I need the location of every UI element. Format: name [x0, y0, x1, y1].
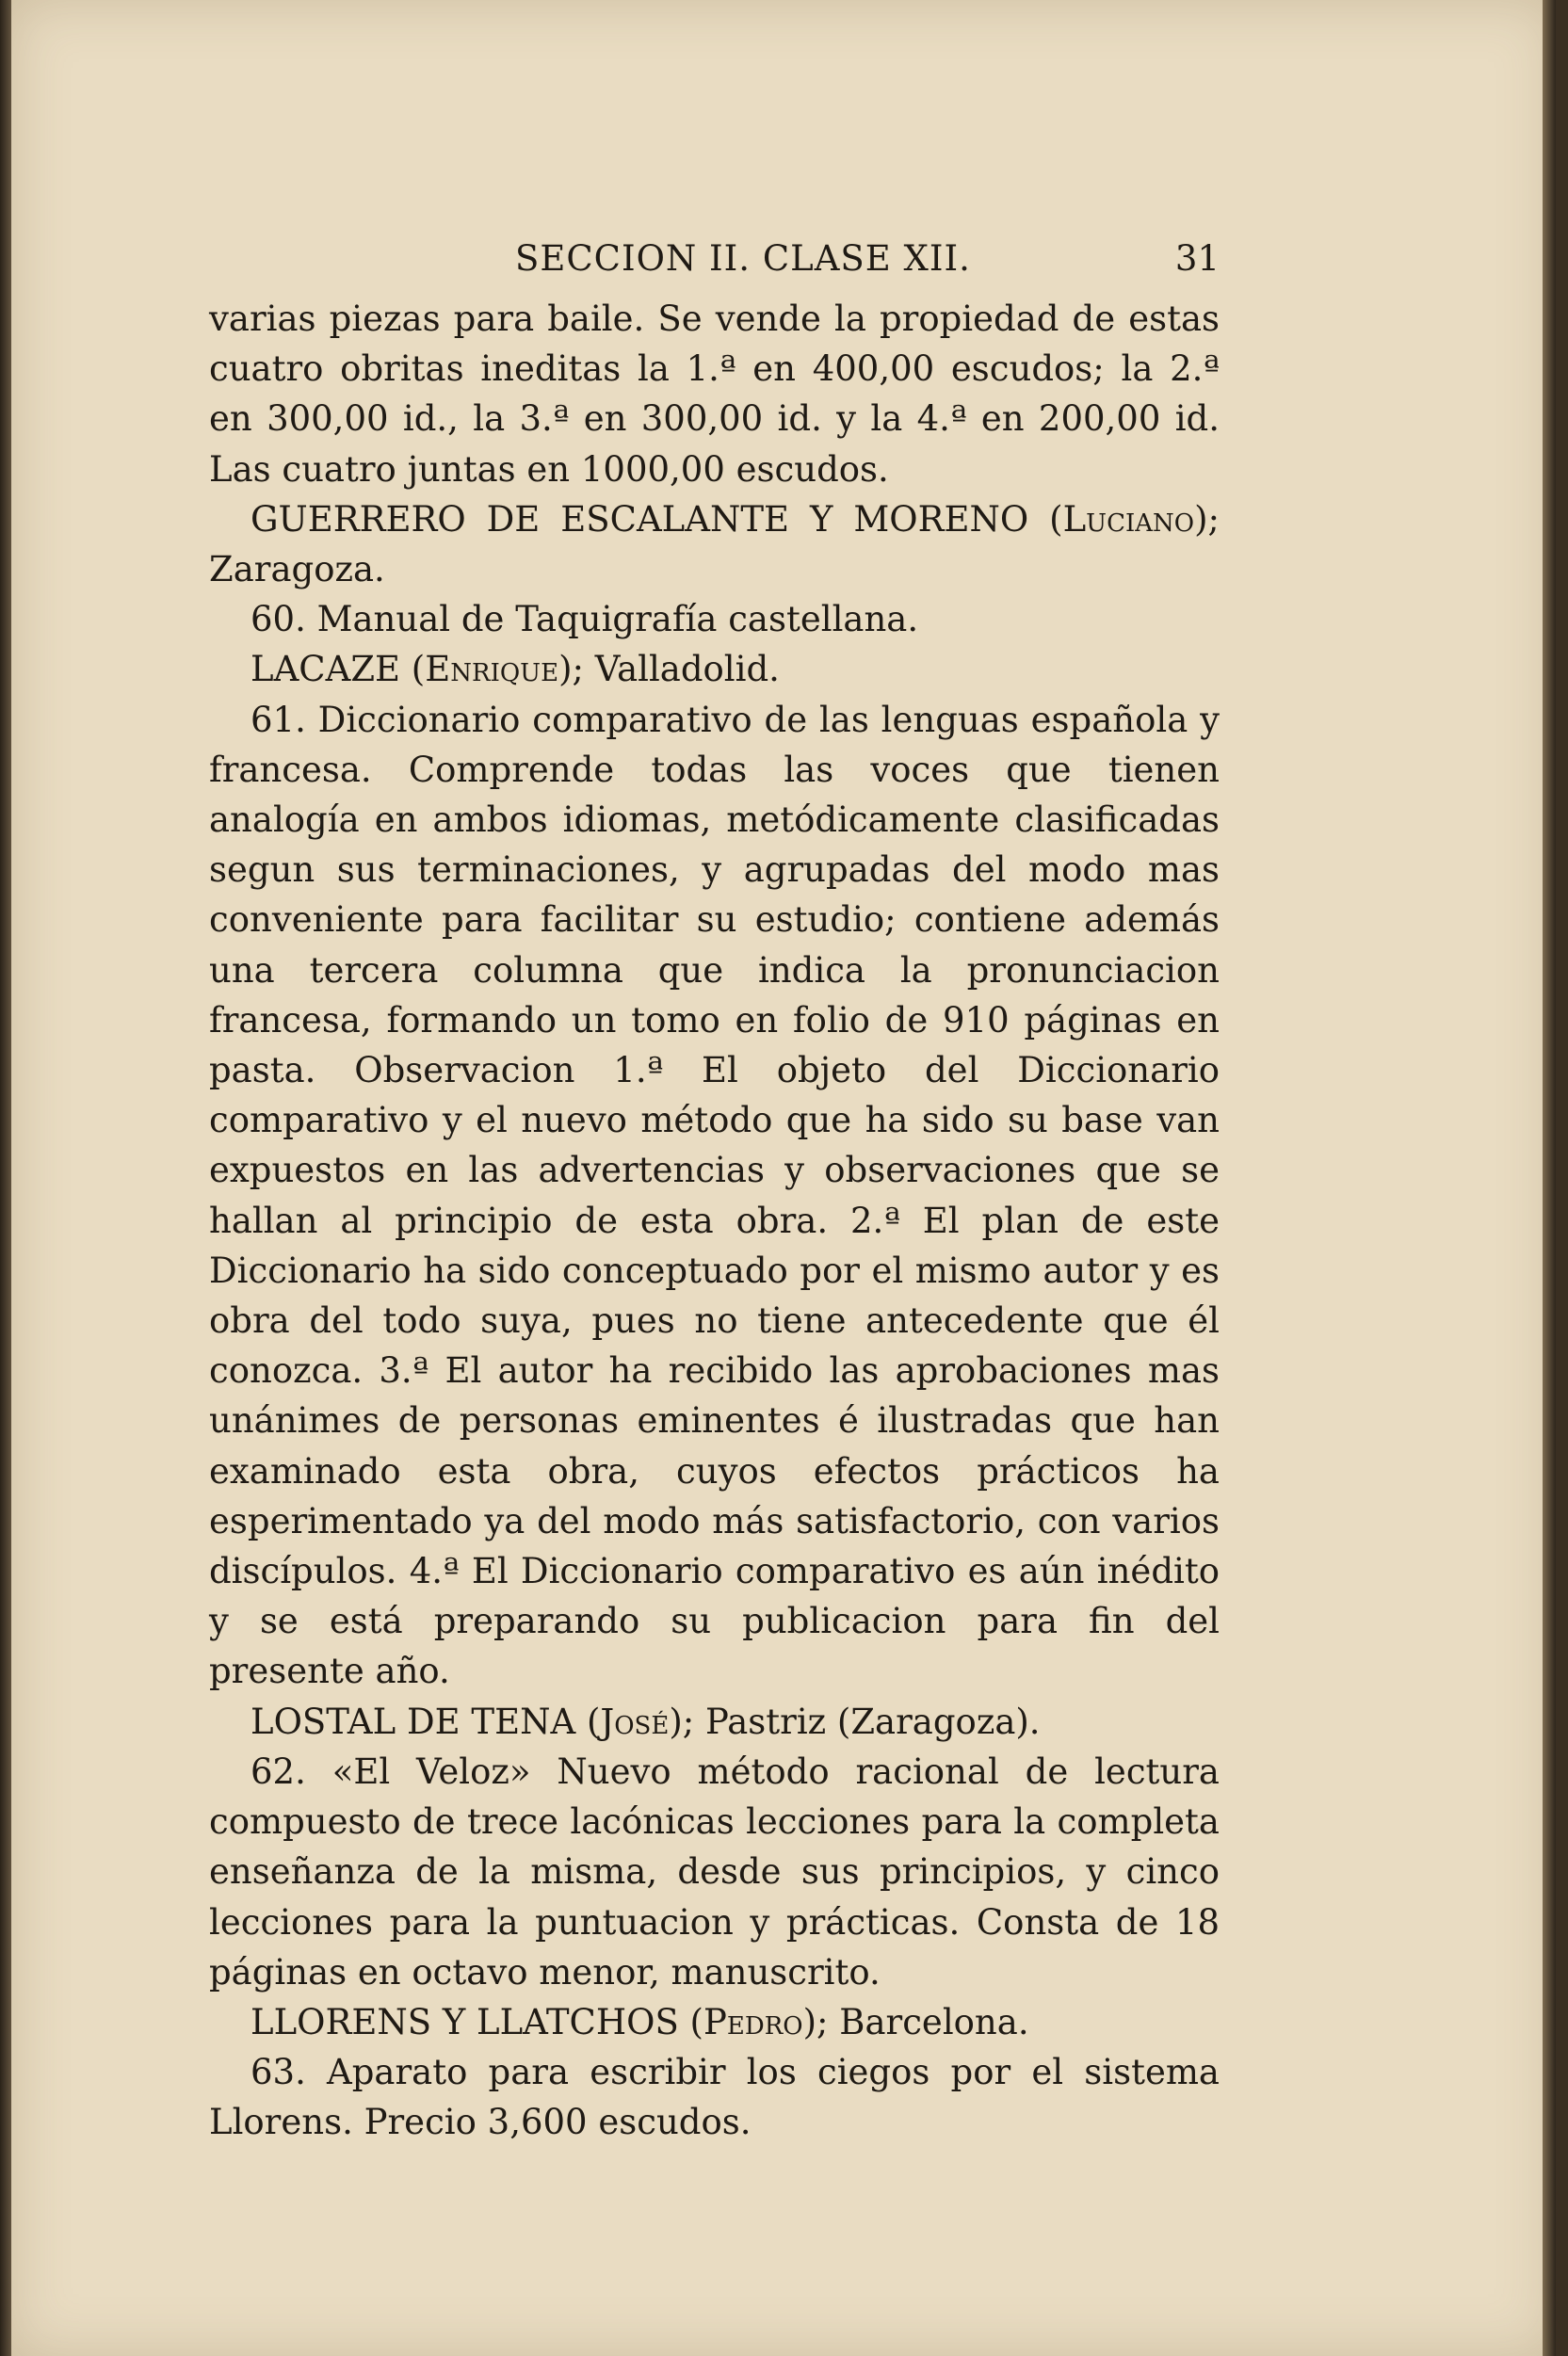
author-entry-lostal: [209, 1697, 1220, 1747]
author-location: ); Valladolid.: [558, 649, 780, 690]
author-location: ); Pastriz (Zaragoza).: [669, 1701, 1041, 1742]
paragraph-continuation: varias piezas para baile. Se vende la propiedad de estas cuatro obritas ineditas la 1.ª en 400,00 escudos; la 2.ª en 300,00 id., la 3.ª en 300,00 id. y la 4.ª en 200,00 id. Las cuatro juntas en 1000,00 escudos.: [209, 299, 1220, 490]
author-given-name: José: [600, 1701, 670, 1742]
author-surname: GUERRERO DE ESCALANTE Y MORENO (: [251, 498, 1063, 540]
author-surname: LLORENS Y LLATCHOS (: [251, 2001, 703, 2042]
author-surname: LOSTAL DE TENA (: [251, 1701, 601, 1742]
entry-61: 61. Diccionario comparativo de las lenguas española y francesa. Comprende todas las voces que tienen analogía en ambos idiomas, metódicamente clasificadas segun sus terminaciones, y agrupadas del modo mas conveniente para facilitar su estudio; contiene además una tercera columna que indica la pronunciacion francesa, formando un tomo en folio de 910 páginas en pasta. Observacion 1.ª El objeto del Diccionario comparativo y el nuevo método que ha sido su base van expuestos en las advertencias y observaciones que se hallan al principio de esta obra. 2.ª El plan de este Diccionario ha sido conceptuado por el mismo autor y es obra del todo suya, pues no tiene antecedente que él conozca. 3.ª El autor ha recibido las aprobaciones mas unánimes de personas eminentes é ilustradas que han examinado esta obra, cuyos efectos prácticos ha esperimentado ya del modo más satisfactorio, con varios discípulos. 4.ª El Diccionario comparativo es aún inédito y se está preparando su publicacion para fin del presente año.: [209, 699, 1220, 1692]
author-entry-guerrero: [209, 494, 1220, 594]
page-right-edge: [1543, 0, 1556, 2356]
page-number: 31: [1174, 238, 1220, 279]
author-entry-llorens: [209, 1997, 1220, 2047]
section-title: SECCION II. CLASE XII.: [515, 238, 971, 279]
author-entry-lacaze: [209, 644, 1220, 694]
running-header: [209, 238, 1220, 285]
entry-63: 63. Aparato para escribir los ciegos por el sistema Llorens. Precio 3,600 escudos.: [209, 2052, 1220, 2143]
author-surname: LACAZE (: [251, 649, 426, 690]
author-given-name: Pedro: [703, 2001, 803, 2042]
author-given-name: Enrique: [425, 649, 559, 690]
entry-60: 60. Manual de Taquigrafía castellana.: [251, 599, 919, 640]
body-text: [209, 294, 1220, 2148]
author-location: ); Zaragoza.: [209, 498, 1220, 590]
author-location: ); Barcelona.: [802, 2001, 1029, 2042]
author-given-name: Luciano: [1062, 498, 1195, 540]
entry-62: 62. «El Veloz» Nuevo método racional de lectura compuesto de trece lacónicas lecciones para la completa enseñanza de la misma, desde sus principios, y cinco lecciones para la puntuacion y prácticas. Consta de 18 páginas en octavo menor, manuscrito.: [209, 1751, 1220, 1993]
